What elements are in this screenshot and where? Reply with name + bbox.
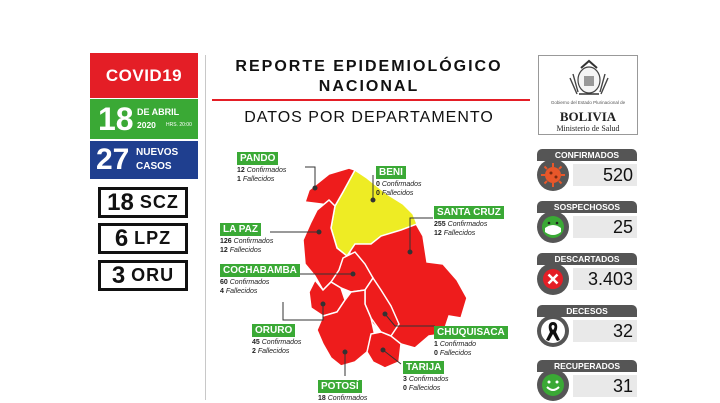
smiley-icon — [536, 368, 570, 402]
stat-recovered-value: 31 — [573, 375, 637, 397]
dept-confirmed: 0 Confirmados — [376, 181, 422, 188]
coat-of-arms-icon — [539, 56, 639, 100]
dept-confirmed: 18 Confirmados — [318, 395, 368, 402]
government-text: Gobierno del Estado Plurinacional de — [550, 100, 626, 105]
marker-pando — [313, 186, 317, 190]
dept-confirmed: 126 Confirmados — [220, 238, 274, 245]
mask-icon — [536, 210, 570, 244]
report-title-line2: NACIONAL — [318, 78, 420, 95]
report-subtitle: DATOS POR DEPARTAMENTO — [244, 109, 494, 126]
marker-tarija — [381, 348, 385, 352]
dept-deaths: 2 Fallecidos — [252, 348, 290, 355]
ministry-name: Ministerio de Salud — [556, 124, 620, 133]
date-year: 2020 — [137, 120, 156, 130]
dept-confirmed: 255 Confirmados — [434, 221, 488, 228]
cross-icon — [536, 262, 570, 296]
dept-deaths: 12 Fallecidos — [220, 247, 262, 254]
title-divider — [212, 99, 530, 101]
report-title-line1: REPORTE EPIDEMIOLÓGICO — [235, 58, 503, 75]
new-cases-badge — [90, 141, 198, 179]
stat-deaths-label: DECESOS — [537, 305, 637, 317]
label-santa-cruz — [434, 202, 504, 238]
dept-confirmed: 12 Confirmados — [237, 167, 287, 174]
dept-new-count: 6 — [114, 224, 129, 252]
dept-name: PANDO — [237, 152, 278, 165]
new-cases-lpz — [98, 223, 188, 254]
dept-new-count: 3 — [111, 261, 126, 289]
marker-la-paz — [317, 230, 321, 234]
label-tarija — [403, 357, 449, 393]
dept-confirmed: 45 Confirmados — [252, 339, 302, 346]
marker-oruro — [321, 302, 325, 306]
label-oruro — [252, 320, 301, 356]
marker-chuquisaca — [383, 312, 387, 316]
label-la-paz — [220, 219, 273, 255]
dept-name: ORURO — [252, 324, 295, 337]
new-cases-count: 27 — [96, 143, 130, 176]
stat-confirmed-label: CONFIRMADOS — [537, 149, 637, 161]
new-cases-label-2: CASOS — [136, 161, 172, 172]
date-time: HRS. 20:00 — [166, 122, 192, 128]
label-pando — [237, 148, 286, 184]
date-month: DE ABRIL — [137, 107, 180, 117]
dept-code: LPZ — [134, 228, 172, 248]
dept-code: SCZ — [139, 192, 179, 212]
marker-cochabamba — [351, 272, 355, 276]
label-potosi — [318, 376, 367, 403]
new-cases-label-1: NUEVOS — [136, 147, 179, 158]
dept-deaths: 4 Fallecidos — [220, 288, 258, 295]
label-beni — [376, 162, 422, 198]
marker-beni — [371, 198, 375, 202]
dept-confirmed: 3 Confirmados — [403, 376, 449, 383]
dept-deaths: 1 Fallecidos — [237, 176, 275, 183]
dept-name: LA PAZ — [220, 223, 261, 236]
dept-deaths: 12 Fallecidos — [434, 230, 476, 237]
dept-name: SANTA CRUZ — [434, 206, 504, 219]
dept-confirmed: 1 Confirmado — [434, 341, 477, 348]
new-cases-oru — [98, 260, 188, 291]
dept-deaths: 0 Fallecidos — [434, 350, 472, 357]
dept-name: POTOSÍ — [318, 380, 362, 393]
date-badge — [90, 99, 198, 139]
label-chuquisaca — [434, 322, 508, 358]
dept-name: BENI — [376, 166, 406, 179]
dept-code: ORU — [131, 265, 175, 285]
connector-pando — [305, 167, 315, 188]
new-cases-scz — [98, 187, 188, 218]
label-cochabamba — [220, 260, 300, 296]
dept-name: TARIJA — [403, 361, 444, 374]
dept-deaths: 0 Fallecidos — [376, 190, 414, 197]
marker-potosi — [343, 350, 347, 354]
ribbon-icon — [536, 314, 570, 348]
dept-name: CHUQUISACA — [434, 326, 508, 339]
stat-deaths-value: 32 — [573, 320, 637, 342]
covid19-badge: COVID19 — [90, 53, 198, 98]
virus-icon — [536, 158, 570, 192]
stat-suspected-value: 25 — [573, 216, 637, 238]
stat-suspected-label: SOSPECHOSOS — [537, 201, 637, 213]
stat-discarded-label: DESCARTADOS — [537, 253, 637, 265]
dept-confirmed: 60 Confirmados — [220, 279, 270, 286]
date-day: 18 — [98, 101, 134, 137]
stat-confirmed-value: 520 — [573, 164, 637, 186]
ministry-logo — [538, 55, 638, 135]
country-name: BOLIVIA — [559, 109, 617, 124]
dept-new-count: 18 — [107, 188, 134, 216]
marker-santa-cruz — [408, 250, 412, 254]
stat-recovered-label: RECUPERADOS — [537, 360, 637, 372]
dept-deaths: 0 Fallecidos — [403, 385, 441, 392]
dept-name: COCHABAMBA — [220, 264, 300, 277]
stat-discarded-value: 3.403 — [573, 268, 637, 290]
